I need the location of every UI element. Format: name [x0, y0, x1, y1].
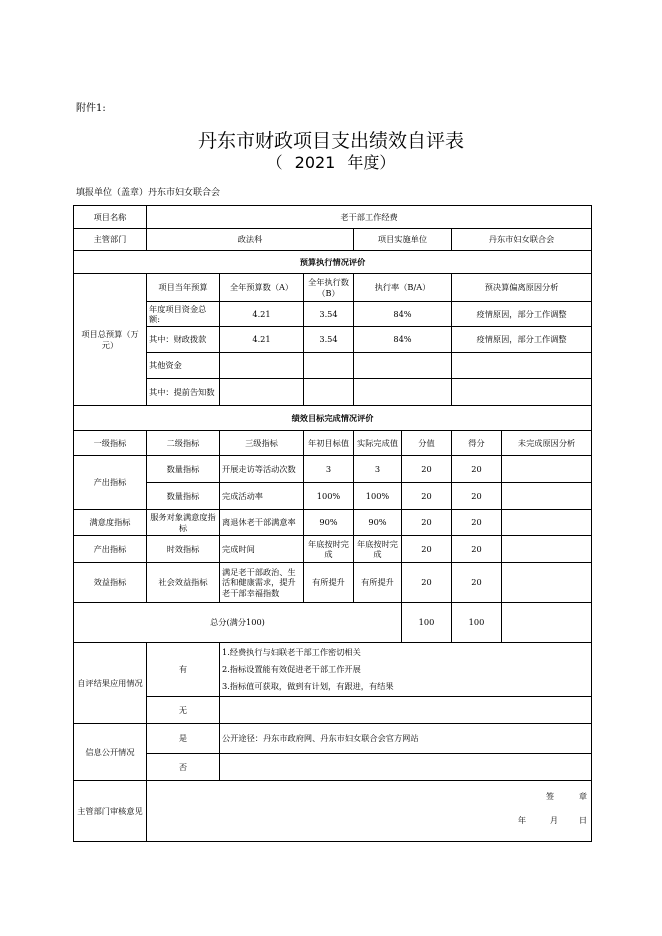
review-date-y: 年: [517, 815, 527, 825]
perf-l3: 开展走访等活动次数: [220, 456, 304, 483]
evaluation-table: [73, 205, 592, 842]
budget-row-rate: [354, 379, 452, 406]
perf-got: 20: [452, 563, 502, 603]
self-eval-yes-items: [220, 643, 592, 697]
perf-header: 分值: [402, 431, 452, 456]
perf-target: 年底按时完成: [304, 536, 354, 563]
budget-row-item: 年度项目资金总额:: [147, 302, 220, 327]
perf-l1: 满意度指标: [74, 510, 147, 536]
review-area: [147, 781, 592, 842]
perf-header: 得分: [452, 431, 502, 456]
perf-score: 20: [402, 536, 452, 563]
budget-row-b: 3.54: [304, 302, 354, 327]
project-name-label: 项目名称: [74, 206, 147, 229]
disclosure-yes-text: 公开途径：丹东市政府网、丹东市妇女联合会官方网站: [220, 724, 592, 754]
budget-row-rate: 84%: [354, 302, 452, 327]
reporting-unit: 填报单位（盖章）丹东市妇女联合会: [76, 188, 221, 198]
perf-actual: 100%: [354, 483, 402, 510]
budget-row-b: 3.54: [304, 327, 354, 353]
perf-header: 年初目标值: [304, 431, 354, 456]
perf-actual: 3: [354, 456, 402, 483]
project-name-value: 老干部工作经费: [147, 206, 592, 229]
perf-l1: 产出指标: [74, 536, 147, 563]
review-date-d: 日: [578, 815, 588, 825]
perf-l3: 离退休老干部满意率: [220, 510, 304, 536]
perf-target: 3: [304, 456, 354, 483]
budget-row-reason: [452, 379, 592, 406]
budget-row-reason: [452, 353, 592, 379]
budget-row-item: 其中：财政拨款: [147, 327, 220, 353]
disclosure-no: 否: [147, 754, 220, 781]
perf-got: 20: [452, 483, 502, 510]
perf-l3: 完成时间: [220, 536, 304, 563]
perf-l3: 完成活动率: [220, 483, 304, 510]
perf-reason: [502, 536, 592, 563]
self-eval-item: 1.经费执行与妇联老干部工作密切相关: [222, 647, 361, 657]
perf-l2: 社会效益指标: [147, 563, 220, 603]
performance-section-title: 绩效目标完成情况评价: [74, 406, 592, 431]
perf-reason: [502, 483, 592, 510]
total-label: 总分(满分100): [74, 603, 402, 643]
budget-header-b: 全年执行数（B）: [304, 274, 354, 302]
budget-row-rate: [354, 353, 452, 379]
perf-reason: [502, 563, 592, 603]
year-open: （: [266, 153, 283, 172]
disclosure-no-value: [220, 754, 592, 781]
total-score: 100: [402, 603, 452, 643]
budget-row-a: [220, 353, 304, 379]
perf-l2: 数量指标: [147, 483, 220, 510]
budget-row-a: [220, 379, 304, 406]
perf-actual: 有所提升: [354, 563, 402, 603]
perf-got: 20: [452, 510, 502, 536]
perf-score: 20: [402, 456, 452, 483]
perf-header: 二级指标: [147, 431, 220, 456]
total-got: 100: [452, 603, 502, 643]
disclosure-yes: 是: [147, 724, 220, 754]
perf-got: 20: [452, 456, 502, 483]
page-title: 丹东市财政项目支出绩效自评表: [197, 130, 464, 152]
review-date-m: 月: [549, 815, 559, 825]
budget-row-reason: 疫情原因，部分工作调整: [452, 302, 592, 327]
budget-header-rate: 执行率（B/A）: [354, 274, 452, 302]
impl-label: 项目实施单位: [354, 229, 452, 251]
budget-row-a: 4.21: [220, 302, 304, 327]
perf-score: 20: [402, 510, 452, 536]
disclosure-label: 信息公开情况: [74, 724, 147, 781]
year-label: 年度）: [347, 153, 396, 172]
self-eval-item: 2.指标设置能有效促进老干部工作开展: [222, 664, 361, 674]
budget-row-reason: 疫情原因，部分工作调整: [452, 327, 592, 353]
perf-header: 三级指标: [220, 431, 304, 456]
budget-row-rate: 84%: [354, 327, 452, 353]
review-label: 主管部门审核意见: [74, 781, 147, 842]
budget-row-a: 4.21: [220, 327, 304, 353]
dept-value: 政法科: [147, 229, 354, 251]
perf-l1: 产出指标: [74, 456, 147, 510]
year-value: 2021: [294, 153, 336, 172]
perf-l3: 满足老干部政治、生活和健康需求，提升老干部幸福指数: [220, 563, 304, 603]
perf-reason: [502, 456, 592, 483]
perf-score: 20: [402, 563, 452, 603]
annex-label: 附件1:: [76, 103, 106, 114]
perf-l2: 服务对象满意度指标: [147, 510, 220, 536]
year-line: [0, 150, 662, 173]
perf-score: 20: [402, 483, 452, 510]
budget-row-b: [304, 353, 354, 379]
perf-header: 实际完成值: [354, 431, 402, 456]
self-eval-no: 无: [147, 697, 220, 724]
self-eval-no-value: [220, 697, 592, 724]
dept-label: 主管部门: [74, 229, 147, 251]
budget-row-b: [304, 379, 354, 406]
perf-target: 100%: [304, 483, 354, 510]
perf-actual: 90%: [354, 510, 402, 536]
budget-row-item: 其他资金: [147, 353, 220, 379]
budget-side-label: 项目总预算（万元）: [74, 274, 147, 406]
review-sign-1: 签: [545, 791, 555, 801]
perf-target: 90%: [304, 510, 354, 536]
perf-l1: 效益指标: [74, 563, 147, 603]
budget-header-a: 全年预算数（A）: [220, 274, 304, 302]
perf-got: 20: [452, 536, 502, 563]
perf-reason: [502, 510, 592, 536]
self-eval-yes: 有: [147, 643, 220, 697]
perf-header: 未完成原因分析: [502, 431, 592, 456]
budget-header-reason: 预决算偏离原因分析: [452, 274, 592, 302]
review-sign-2: 章: [578, 791, 588, 801]
self-eval-item: 3.指标值可获取，做到有计划，有跟进，有结果: [222, 681, 394, 691]
perf-l2: 时效指标: [147, 536, 220, 563]
perf-l2: 数量指标: [147, 456, 220, 483]
budget-header-item: 项目当年预算: [147, 274, 220, 302]
perf-actual: 年底按时完成: [354, 536, 402, 563]
perf-target: 有所提升: [304, 563, 354, 603]
self-eval-label: 自评结果应用情况: [74, 643, 147, 724]
budget-section-title: 预算执行情况评价: [74, 251, 592, 274]
total-reason: [502, 603, 592, 643]
budget-row-item: 其中：提前告知数: [147, 379, 220, 406]
impl-value: 丹东市妇女联合会: [452, 229, 592, 251]
perf-header: 一级指标: [74, 431, 147, 456]
